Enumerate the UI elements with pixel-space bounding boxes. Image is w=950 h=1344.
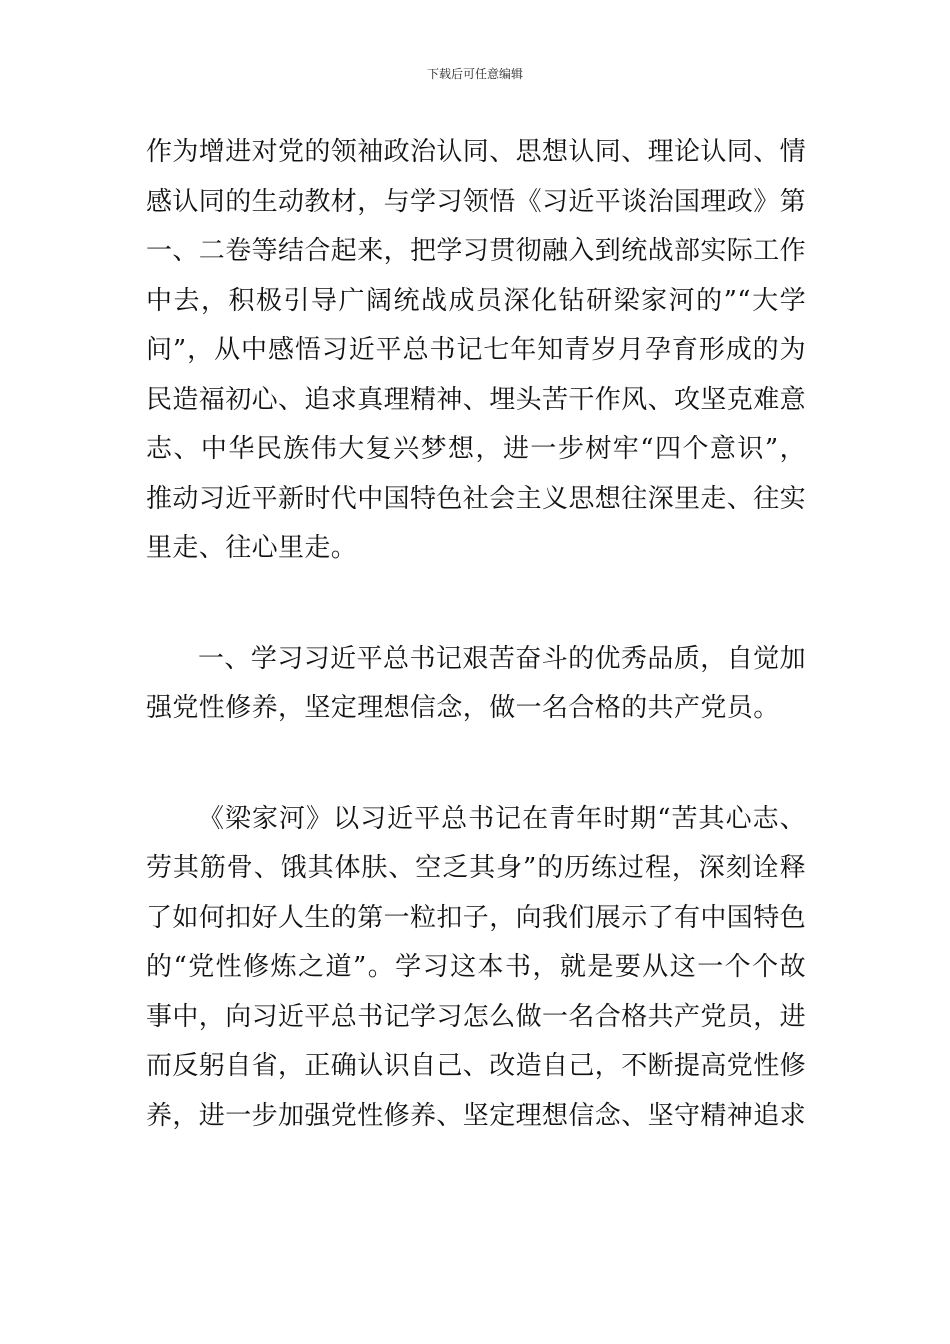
paragraph-liangjiahe: 《梁家河》以习近平总书记在青年时期“苦其心志、劳其筋骨、饿其体肤、空乏其身”的历练过程，深刻诠释了如何扣好人生的第一粒扣子，向我们展示了有中国特色的“党性修炼之道”。学习这本书，就是要从这一个个故事中，向习近平总书记学习怎么做一名合格共产党员，进而反躬自省，正确认识自己、改造自己，不断提高党性修养，进一步加强党性修养、坚定理想信念、坚守精神追求 (146, 803, 807, 1131)
page-header: 下载后可任意编辑 (426, 67, 523, 81)
section-heading-one: 一、学习习近平总书记艰苦奋斗的优秀品质，自觉加强党性修养，坚定理想信念，做一名合格的共产党员。 (146, 643, 806, 723)
paragraph-continuation: 作为增进对党的领袖政治认同、思想认同、理论认同、情感认同的生动教材，与学习领悟《习近平谈治国理政》第一、二卷等结合起来，把学习贯彻融入到统战部实际工作中去，积极引导广阔统战成员深化钻研梁家河的”“大学问”，从中感悟习近平总书记七年知青岁月孕育形成的为民造福初心、追求真理精神、埋头苦干作风、攻坚克难意志、中华民族伟大复兴梦想，进一步树牢“四个意识”，推动习近平新时代中国特色社会主义思想往深里走、往实里走、往心里走。 (146, 137, 807, 563)
document-body (146, 128, 806, 1141)
